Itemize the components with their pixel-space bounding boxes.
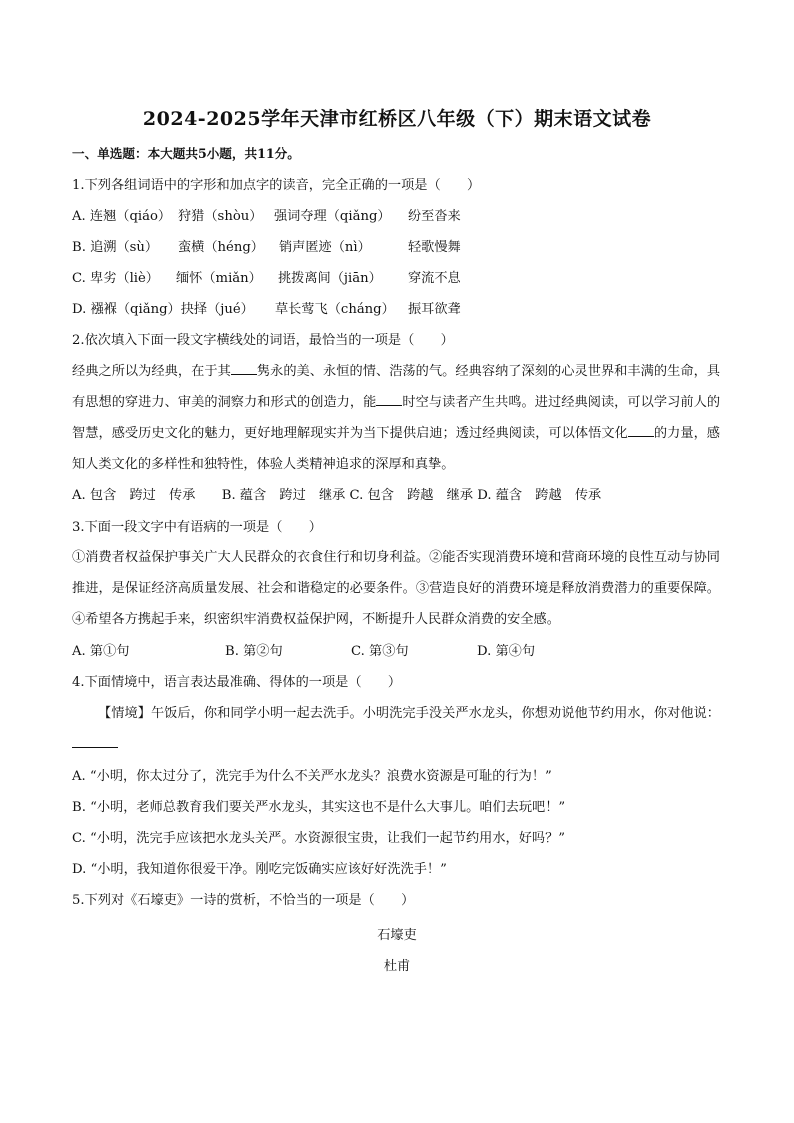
q1-option-c: C. 卑劣（liè） 缅怀（miǎn） 挑拨离间（jiān） 穿流不息 [72,271,461,286]
q3-options: A. 第①句 B. 第②句 C. 第③句 D. 第④句 [72,644,536,659]
q1-stem: 1.下列各组词语中的字形和加点字的读音，完全正确的一项是（ ） [72,178,481,193]
blank-1 [231,374,257,375]
q2-options: A. 包含 跨过 传承 B. 蕴含 跨过 继承 C. 包含 跨越 继承 D. 蕴含 跨越 传承 [72,488,602,503]
q4-context: 【情境】午饭后，你和同学小明一起去洗手。小明洗完手没关严水龙头，你想劝说他节约用水，你对他说： [72,698,720,760]
blank-3 [628,436,654,437]
q2-stem: 2.依次填入下面一段文字横线处的词语，最恰当的一项是（ ） [72,333,454,348]
q2-passage: 经典之所以为经典，在于其 隽永的美、永恒的情、浩荡的气。经典容纳了深刻的心灵世界和丰满的生命，具有思想的穿进力、审美的洞察力和形式的创造力，能 时空与读者产生共鸣。进过经典阅读，可以学习前人的智慧，感受历史文化的魅力，更好地理解现实并为当下提供启迪；透过经典阅读，可以体悟文化 的力量，感知人类文化的多样性和独特性，体验人类精神追求的深厚和真挚。 [72,364,721,472]
q1-option-a: A. 连翘（qiáo） 狩猎（shòu） 强词夺理（qiǎng） 纷至沓来 [72,209,461,224]
q1-option-b: B. 追溯（sù） 蛮横（héng） 销声匿迹（nì） 轻歌慢舞 [72,240,461,255]
q4-option-c: C. “小明，洗完手应该把水龙头关严。水资源很宝贵，让我们一起节约用水，好吗？” [72,831,566,846]
q1-option-d: D. 襁褓（qiǎng）抉择（jué） 草长莺飞（cháng） 振耳欲聋 [72,302,461,317]
exam-title: 2024-2025学年天津市红桥区八年级（下）期末语文试卷 [142,108,652,130]
q4-stem: 4.下面情境中，语言表达最准确、得体的一项是（ ） [72,675,402,690]
q4-option-d: D. “小明，我知道你很爱干净。刚吃完饭确实应该好好洗洗手！” [72,862,447,877]
section-heading: 一、单选题：本大题共5小题，共11分。 [72,146,300,161]
q4-option-a: A. “小明，你太过分了，洗完手为什么不关严水龙头？浪费水资源是可耻的行为！” [72,769,552,784]
poem-author: 杜甫 [383,959,411,974]
q3-passage: ①消费者权益保护事关广大人民群众的衣食住行和切身利益。②能否实现消费环境和营商环境的良性互动与协同推进，是保证经济高质量发展、社会和谐稳定的必要条件。③营造良好的消费环境是释放消费潜力的重要保障。④希望各方携起手来，织密织牢消费权益保护网，不断提升人民群众消费的安全感。 [72,550,720,627]
q3-stem: 3.下面一段文字中有语病的一项是（ ） [72,520,322,535]
poem-title: 石壕吏 [377,928,417,943]
answer-blank [72,747,118,748]
q4-option-b: B. “小明，老师总教育我们要关严水龙头，其实这也不是什么大事儿。咱们去玩吧！” [72,800,566,815]
blank-2 [376,405,402,406]
q5-stem: 5.下列对《石壕吏》一诗的赏析，不恰当的一项是（ ） [72,893,415,908]
